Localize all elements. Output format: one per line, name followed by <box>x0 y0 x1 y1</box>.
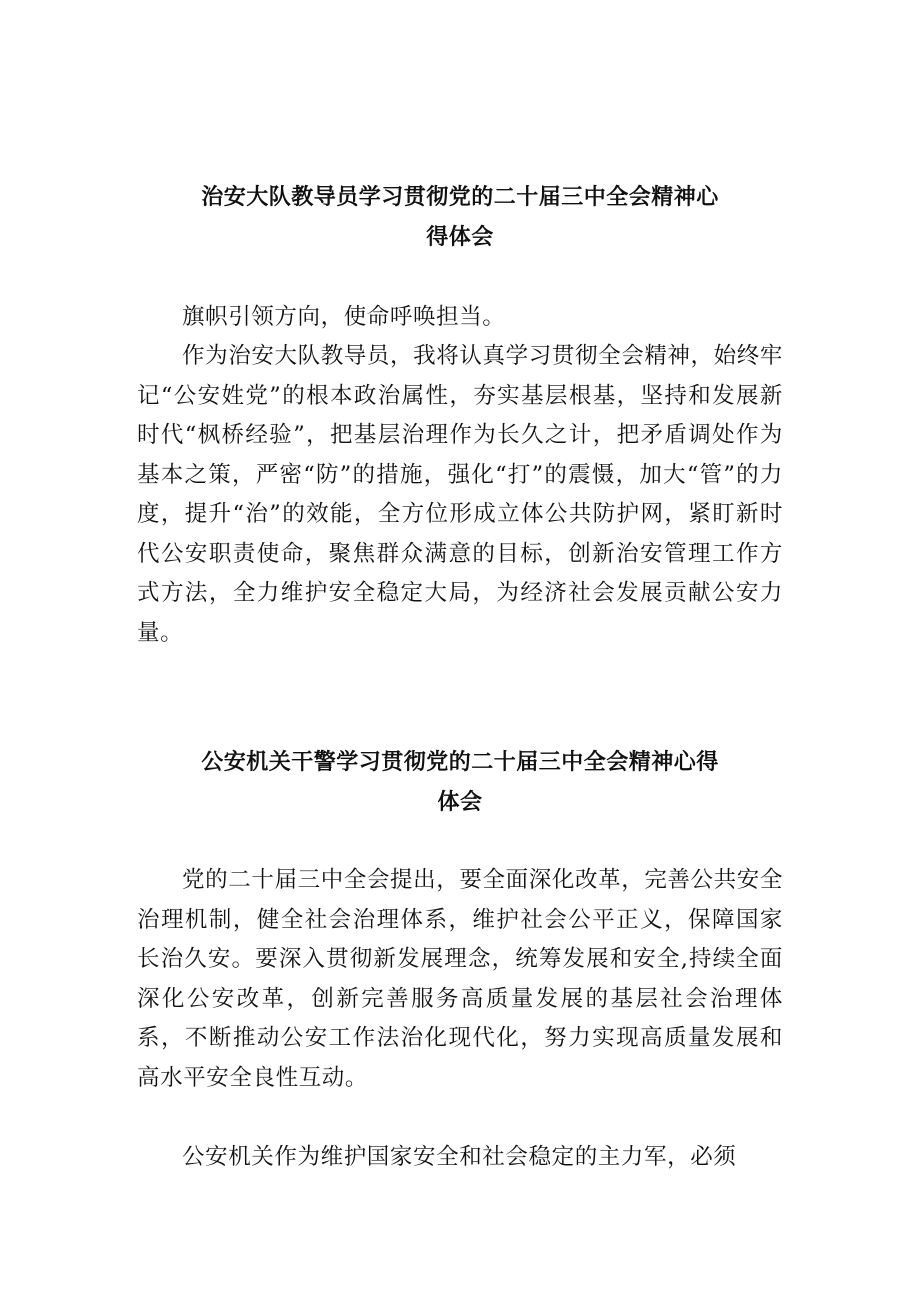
section-2-title-line-2: 体会 <box>437 789 483 815</box>
section-1-title-line-1: 治安大队教导员学习贯彻党的二十届三中全会精神心 <box>201 184 719 210</box>
section-1-paragraph-2: 作为治安大队教导员，我将认真学习贯彻全会精神，始终牢记“公安姓党”的根本政治属性，夯实基层根基，坚持和发展新时代“枫桥经验”，把基层治理作为长久之计，把矛盾调处作为基本之策，严密“防”的措施，强化“打”的震慑，加大“管”的力度，提升“治”的效能，全方位形成立体公共防护网，紧盯新时代公安职责使命，聚焦群众满意的目标，创新治安管理工作方式方法，全力维护安全稳定大局，为经济社会发展贡献公安力量。 <box>137 343 783 646</box>
section-1-paragraph-1: 旗帜引领方向，使命呼唤担当。 <box>182 304 506 330</box>
section-2-paragraph-2: 公安机关作为维护国家安全和社会稳定的主力军，必须 <box>182 1144 737 1170</box>
section-1-title <box>137 178 783 258</box>
section-2-paragraph-1: 党的二十届三中全会提出，要全面深化改革，完善公共安全治理机制，健全社会治理体系，维护社会公平正义，保障国家长治久安。要深入贯彻新发展理念，统筹发展和安全,持续全面深化公安改革，创新完善服务高质量发展的基层社会治理体系，不断推动公安工作法治化现代化，努力实现高质量发展和高水平安全良性互动。 <box>137 867 783 1091</box>
section-1-title-line-2: 得体会 <box>426 224 494 250</box>
section-2-title-line-1: 公安机关干警学习贯彻党的二十届三中全会精神心得 <box>201 749 719 775</box>
section-2-title <box>137 743 783 823</box>
